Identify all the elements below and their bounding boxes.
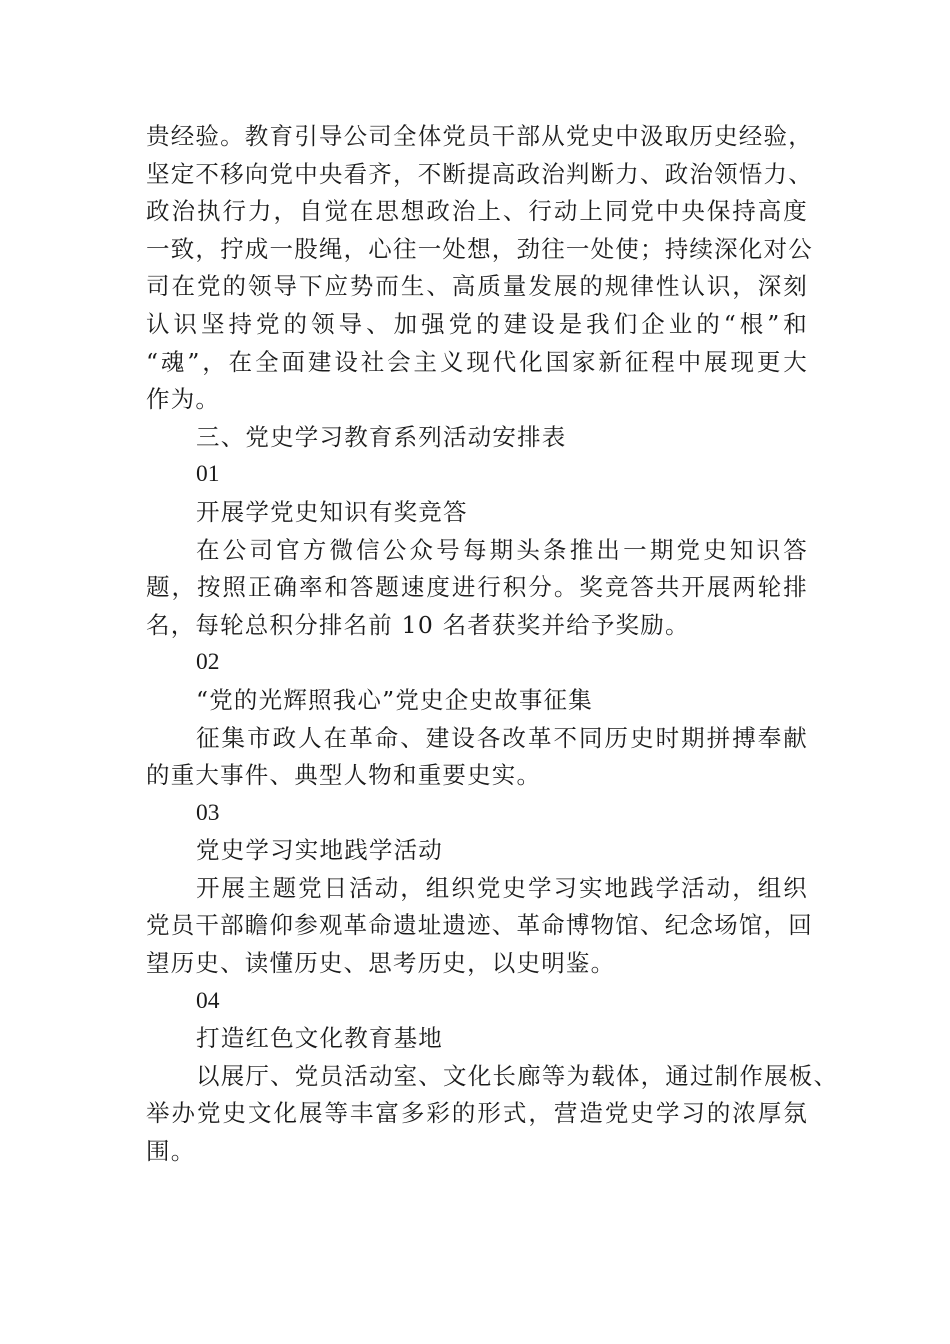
paragraph-line: 认识坚持党的领导、加强党的建设是我们企业的“根”和 [146, 309, 808, 338]
paragraph-line: 作为。 [146, 385, 221, 414]
activity-number: 02 [196, 649, 220, 676]
activity-text-line: 望历史、读懂历史、思考历史，以史明鉴。 [146, 949, 616, 978]
activity-text-line: 开展主题党日活动，组织党史学习实地践学活动，组织 [196, 873, 808, 902]
activity-title: 开展学党史知识有奖竞答 [196, 497, 468, 526]
intro-paragraph [146, 118, 813, 419]
activity-number: 01 [196, 461, 220, 488]
paragraph-line: 贵经验。教育引导公司全体党员干部从党史中汲取历史经验， [146, 122, 813, 150]
activity-title: 打造红色文化教育基地 [196, 1024, 443, 1053]
activity-text-line: 党员干部瞻仰参观革命遗址遗迹、革命博物馆、纪念场馆，回 [146, 911, 813, 940]
paragraph-line: 政治执行力，自觉在思想政治上、行动上同党中央保持高度 [146, 197, 808, 226]
activity-item [146, 795, 813, 983]
activity-text-line: 在公司官方微信公众号每期头条推出一期党史知识答 [196, 535, 808, 564]
activity-text-line: 围。 [146, 1137, 196, 1166]
activity-text-line: 的重大事件、典型人物和重要史实。 [146, 761, 542, 790]
activity-text-line: 以展厅、党员活动室、文化长廊等为载体，通过制作展板、 [196, 1061, 839, 1090]
activity-title: “党的光辉照我心”党史企史故事征集 [196, 685, 593, 714]
activity-text-line: 征集市政人在革命、建设各改革不同历史时期拼搏奉献 [196, 723, 808, 752]
activity-item [146, 983, 839, 1171]
paragraph-line: 司在党的领导下应势而生、高质量发展的规律性认识，深刻 [146, 272, 808, 301]
section-heading: 三、党史学习教育系列活动安排表 [196, 422, 567, 451]
activity-title: 党史学习实地践学活动 [196, 836, 443, 865]
activity-number: 04 [196, 987, 220, 1014]
activity-text-line: 题，按照正确率和答题速度进行积分。奖竞答共开展两轮排 [146, 573, 808, 602]
activity-item [146, 456, 808, 644]
activity-text-line: 举办党史文化展等丰富多彩的形式，营造党史学习的浓厚氛 [146, 1099, 808, 1128]
document-page [146, 118, 839, 1171]
activity-text-line: 名，每轮总积分排名前 10 名者获奖并给予奖励。 [146, 610, 690, 639]
activity-item [146, 644, 808, 794]
activity-number: 03 [196, 799, 220, 826]
paragraph-line: “魂”，在全面建设社会主义现代化国家新征程中展现更大 [146, 347, 808, 376]
paragraph-line: 一致，拧成一股绳，心往一处想，劲往一处使；持续深化对公 [146, 234, 813, 263]
paragraph-line: 坚定不移向党中央看齐，不断提高政治判断力、政治领悟力、 [146, 159, 813, 188]
